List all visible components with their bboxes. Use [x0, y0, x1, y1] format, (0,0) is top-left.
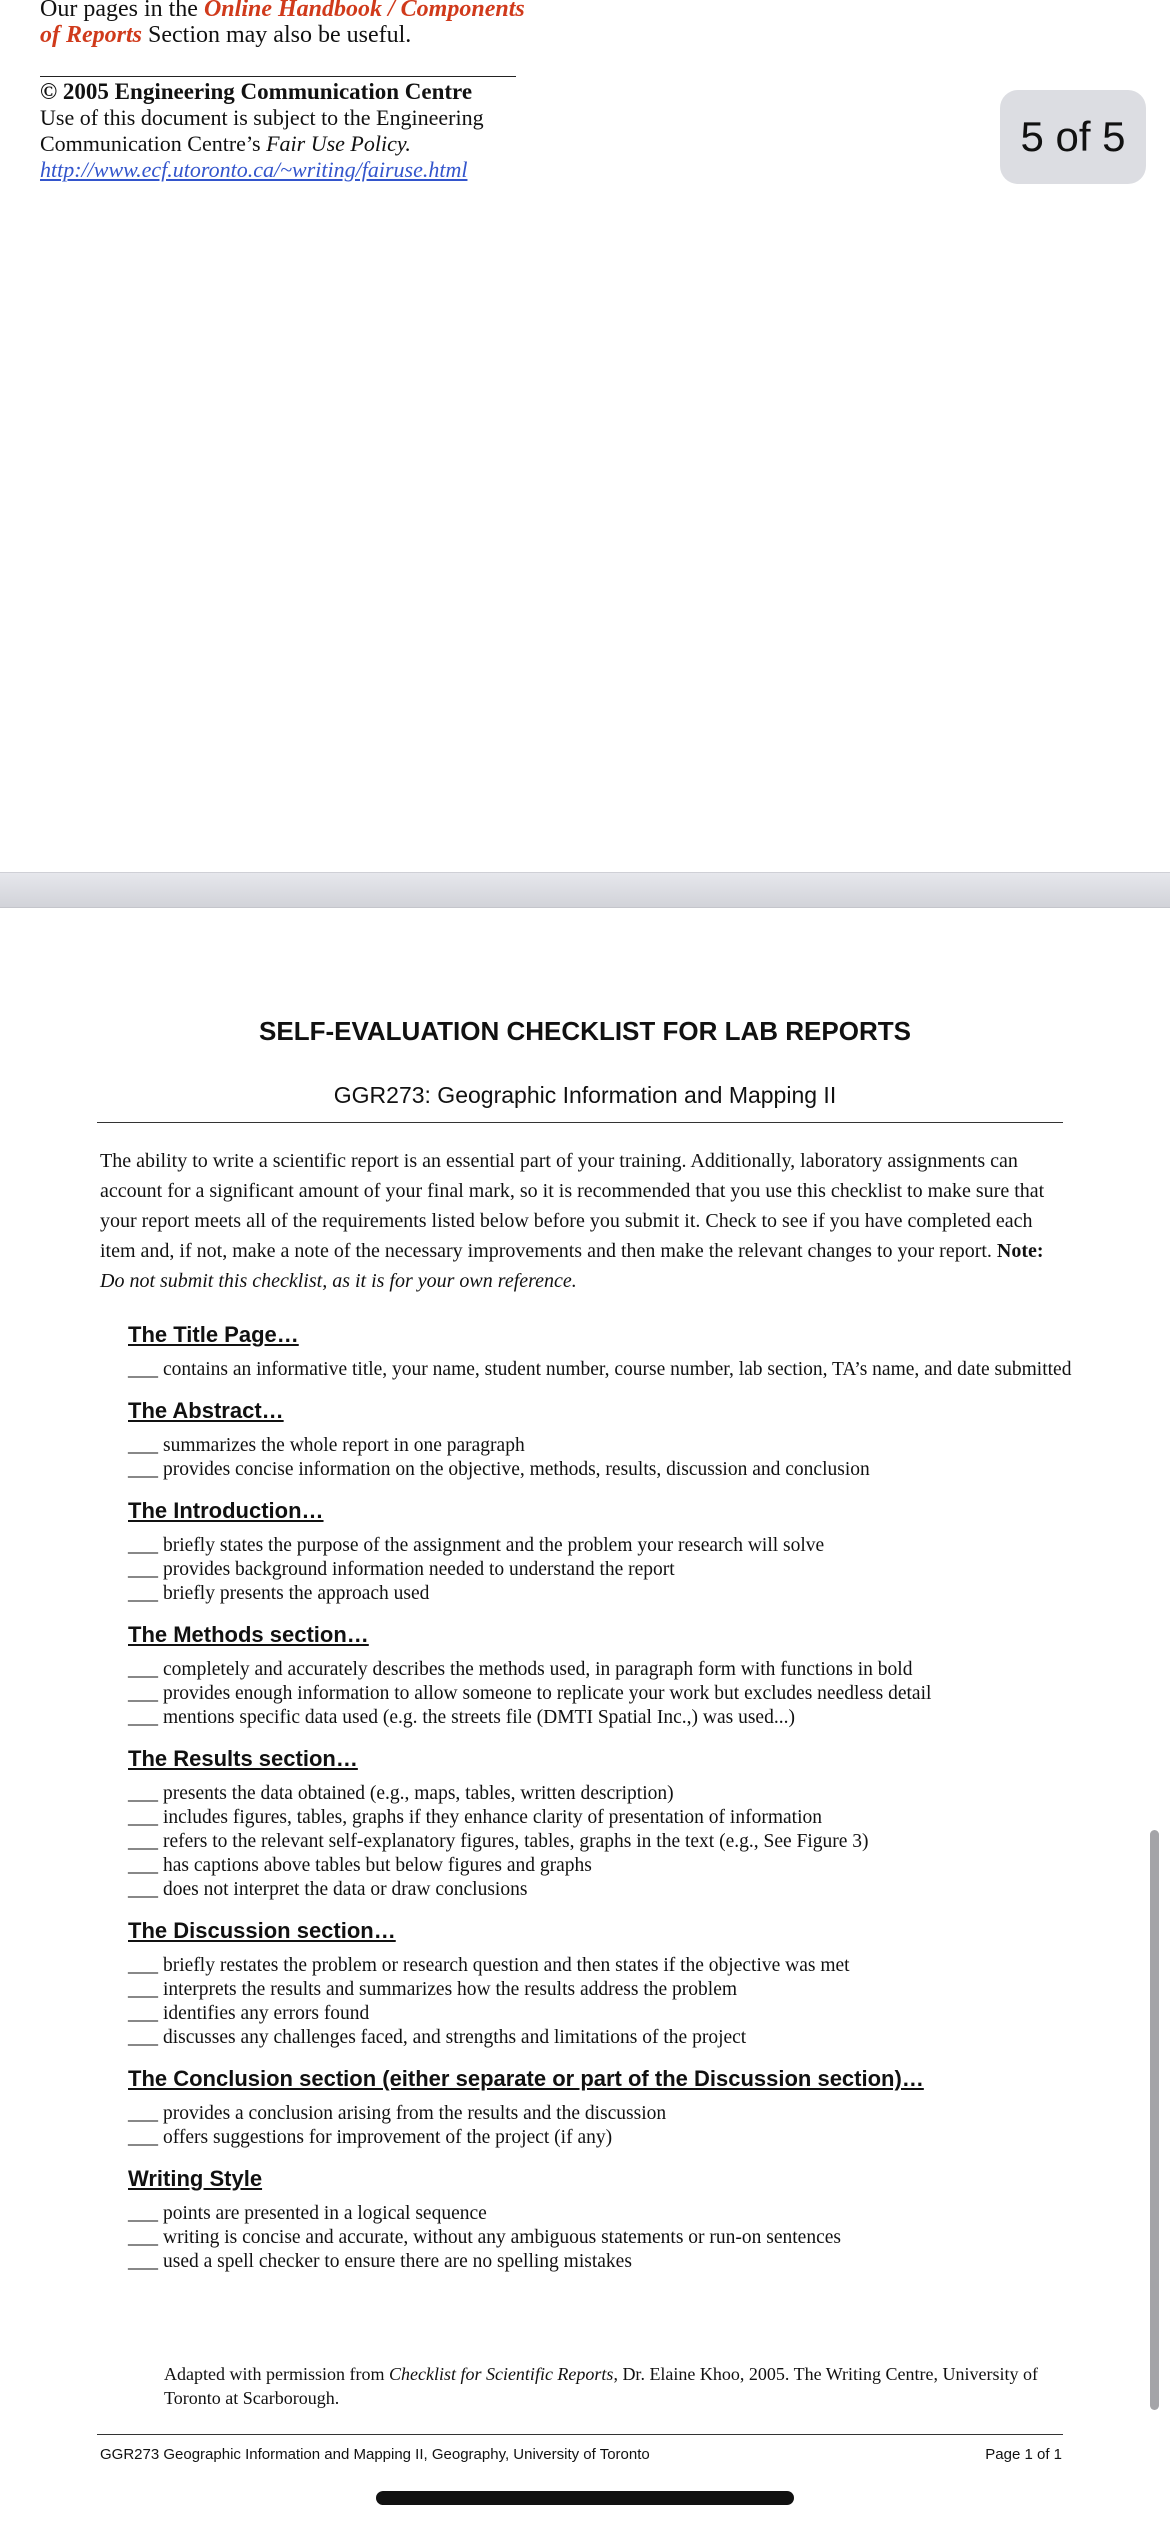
- credit-note: [164, 2362, 1044, 2410]
- document-title: SELF-EVALUATION CHECKLIST FOR LAB REPORTS: [259, 1016, 911, 1046]
- section-heading: The Introduction…: [128, 1498, 324, 1523]
- checklist-item-text: used a spell checker to ensure there are no spelling mistakes: [163, 2251, 632, 2272]
- checklist-item-text: provides background information needed to understand the report: [163, 1559, 675, 1580]
- checklist-item: [128, 1878, 1078, 1902]
- divider: [40, 76, 516, 77]
- checklist-item: [128, 1854, 1078, 1878]
- section-heading: The Abstract…: [128, 1398, 284, 1423]
- credit-prefix: Adapted with permission from: [164, 2364, 389, 2384]
- checklist-item-text: discusses any challenges faced, and strengths and limitations of the project: [163, 2027, 747, 2048]
- handbook-suffix: Section may also be useful.: [142, 22, 412, 48]
- check-blank: [128, 1458, 163, 1482]
- section-heading: The Methods section…: [128, 1622, 369, 1647]
- checklist-item: [128, 1954, 1078, 1978]
- use-line-1: Use of this document is subject to the Engineering: [40, 105, 484, 130]
- checklist-item: [128, 2202, 1078, 2226]
- checklist-section: [128, 1396, 1078, 1482]
- section-heading: The Results section…: [128, 1746, 358, 1771]
- checklist-item-text: completely and accurately describes the methods used, in paragraph form with functions in bold: [163, 1659, 913, 1680]
- checklist-section: [128, 1620, 1078, 1730]
- checklist-item: [128, 2250, 1078, 2274]
- page-indicator: 5 of 5: [1000, 90, 1146, 184]
- header-rule: [97, 1122, 1063, 1123]
- section-heading: The Discussion section…: [128, 1918, 396, 1943]
- checklist-item: [128, 1558, 1078, 1582]
- use-line-2-prefix: Communication Centre’s: [40, 131, 267, 156]
- checklist-item: [128, 1806, 1078, 1830]
- check-blank: [128, 1830, 163, 1854]
- check-blank: [128, 1878, 163, 1902]
- checklist-item-text: briefly restates the problem or research question and then states if the objective was met: [163, 1955, 850, 1976]
- checklist-item: [128, 2026, 1078, 2050]
- checklist-item-text: identifies any errors found: [163, 2003, 370, 2024]
- checklist-item: [128, 1534, 1078, 1558]
- footer-rule: [97, 2434, 1063, 2435]
- reports-link[interactable]: of Reports: [40, 22, 142, 48]
- section-heading: Writing Style: [128, 2166, 263, 2191]
- previous-page-content: [40, 0, 600, 183]
- check-blank: [128, 2102, 163, 2126]
- checklist-section: [128, 1744, 1078, 1902]
- checklist-item-text: offers suggestions for improvement of the project (if any): [163, 2127, 613, 2148]
- check-blank: [128, 2126, 163, 2150]
- checklist-page: [0, 906, 1170, 2532]
- document-subtitle: GGR273: Geographic Information and Mapping II: [333, 1082, 837, 1108]
- handbook-reference: [40, 0, 600, 48]
- handbook-prefix: Our pages in the: [40, 0, 204, 22]
- page-separator: [0, 872, 1170, 908]
- check-blank: [128, 1358, 163, 1382]
- check-blank: [128, 2202, 163, 2226]
- check-blank: [128, 1782, 163, 1806]
- check-blank: [128, 1434, 163, 1458]
- note-label: Note:: [996, 1240, 1044, 1262]
- intro-text: The ability to write a scientific report is an essential part of your training. Additionally, laboratory assignments can account for a significant amount of your final mark, so it is recommended that you use this checklist to make sure that your report meets all of the requirements listed below before you submit it. Check to see if you have completed each item and, if not, make a note of the necessary improvements and then make the relevant changes to your report.: [100, 1150, 1045, 1262]
- checklist-sections: [128, 1320, 1078, 2288]
- checklist-item: [128, 1782, 1078, 1806]
- checklist-item-text: presents the data obtained (e.g., maps, tables, written description): [163, 1783, 674, 1804]
- footer-page-number: Page 1 of 1: [985, 2446, 1062, 2463]
- check-blank: [128, 2026, 163, 2050]
- check-blank: [128, 1978, 163, 2002]
- fair-use-url-link[interactable]: http://www.ecf.utoronto.ca/~writing/fairuse.html: [40, 157, 468, 182]
- check-blank: [128, 1854, 163, 1878]
- checklist-item: [128, 1434, 1078, 1458]
- checklist-item: [128, 1582, 1078, 1606]
- checklist-item: [128, 1658, 1078, 1682]
- check-blank: [128, 1954, 163, 1978]
- handbook-link[interactable]: Online Handbook / Components: [203, 0, 525, 22]
- home-indicator[interactable]: [376, 2491, 794, 2505]
- checklist-section: [128, 1916, 1078, 2050]
- checklist-item-text: points are presented in a logical sequence: [163, 2203, 487, 2224]
- use-line-2: [40, 131, 600, 157]
- check-blank: [128, 1806, 163, 1830]
- check-blank: [128, 1658, 163, 1682]
- page-footer: [100, 2446, 1062, 2463]
- footer-course: GGR273 Geographic Information and Mapping II, Geography, University of Toronto: [100, 2446, 650, 2463]
- checklist-section: [128, 2064, 1078, 2150]
- section-heading: The Conclusion section (either separate or part of the Discussion section)…: [128, 2066, 924, 2091]
- checklist-item-text: contains an informative title, your name, student number, course number, lab section, TA’s name, and date submitted: [163, 1359, 1072, 1380]
- checklist-item: [128, 1978, 1078, 2002]
- checklist-item-text: briefly presents the approach used: [163, 1583, 430, 1604]
- checklist-item-text: provides a conclusion arising from the results and the discussion: [163, 2103, 667, 2124]
- checklist-item-text: provides enough information to allow someone to replicate your work but excludes needless detail: [163, 1683, 932, 1704]
- note-text: Do not submit this checklist, as it is for your own reference.: [100, 1270, 577, 1292]
- checklist-section: [128, 2164, 1078, 2274]
- checklist-item-text: summarizes the whole report in one paragraph: [163, 1435, 525, 1456]
- checklist-item: [128, 1682, 1078, 1706]
- checklist-item-text: provides concise information on the objective, methods, results, discussion and conclusion: [163, 1459, 870, 1480]
- intro-paragraph: [100, 1146, 1062, 1296]
- credit-suffix: , Dr. Elaine Khoo, 2005. The Writing Centre, University of Toronto at Scarborough.: [164, 2364, 1038, 2408]
- checklist-section: [128, 1320, 1078, 1382]
- checklist-item-text: does not interpret the data or draw conclusions: [163, 1879, 528, 1900]
- checklist-item-text: writing is concise and accurate, without any ambiguous statements or run-on sentences: [163, 2227, 841, 2248]
- checklist-item: [128, 2102, 1078, 2126]
- check-blank: [128, 1534, 163, 1558]
- checklist-item: [128, 1458, 1078, 1482]
- checklist-item-text: has captions above tables but below figures and graphs: [163, 1855, 592, 1876]
- check-blank: [128, 1706, 163, 1730]
- copyright-block: [40, 79, 600, 183]
- check-blank: [128, 1682, 163, 1706]
- check-blank: [128, 2226, 163, 2250]
- checklist-item: [128, 1830, 1078, 1854]
- checklist-item-text: mentions specific data used (e.g. the streets file (DMTI Spatial Inc.,) was used...): [163, 1707, 795, 1728]
- section-heading: The Title Page…: [128, 1322, 299, 1347]
- checklist-section: [128, 1496, 1078, 1606]
- checklist-item-text: refers to the relevant self-explanatory figures, tables, graphs in the text (e.g., See Figure 3): [163, 1831, 869, 1852]
- check-blank: [128, 2250, 163, 2274]
- checklist-item-text: briefly states the purpose of the assignment and the problem your research will solve: [163, 1535, 825, 1556]
- checklist-item-text: interprets the results and summarizes how the results address the problem: [163, 1979, 738, 2000]
- checklist-item: [128, 2002, 1078, 2026]
- check-blank: [128, 1558, 163, 1582]
- checklist-item-text: includes figures, tables, graphs if they enhance clarity of presentation of information: [163, 1807, 822, 1828]
- checklist-item: [128, 1358, 1078, 1382]
- check-blank: [128, 2002, 163, 2026]
- check-blank: [128, 1582, 163, 1606]
- checklist-item: [128, 2126, 1078, 2150]
- credit-source: Checklist for Scientific Reports: [388, 2364, 614, 2384]
- fair-use-policy: Fair Use Policy.: [266, 131, 411, 156]
- checklist-item: [128, 2226, 1078, 2250]
- checklist-item: [128, 1706, 1078, 1730]
- copyright-line: © 2005 Engineering Communication Centre: [40, 79, 473, 104]
- scrollbar-thumb[interactable]: [1150, 1830, 1159, 2410]
